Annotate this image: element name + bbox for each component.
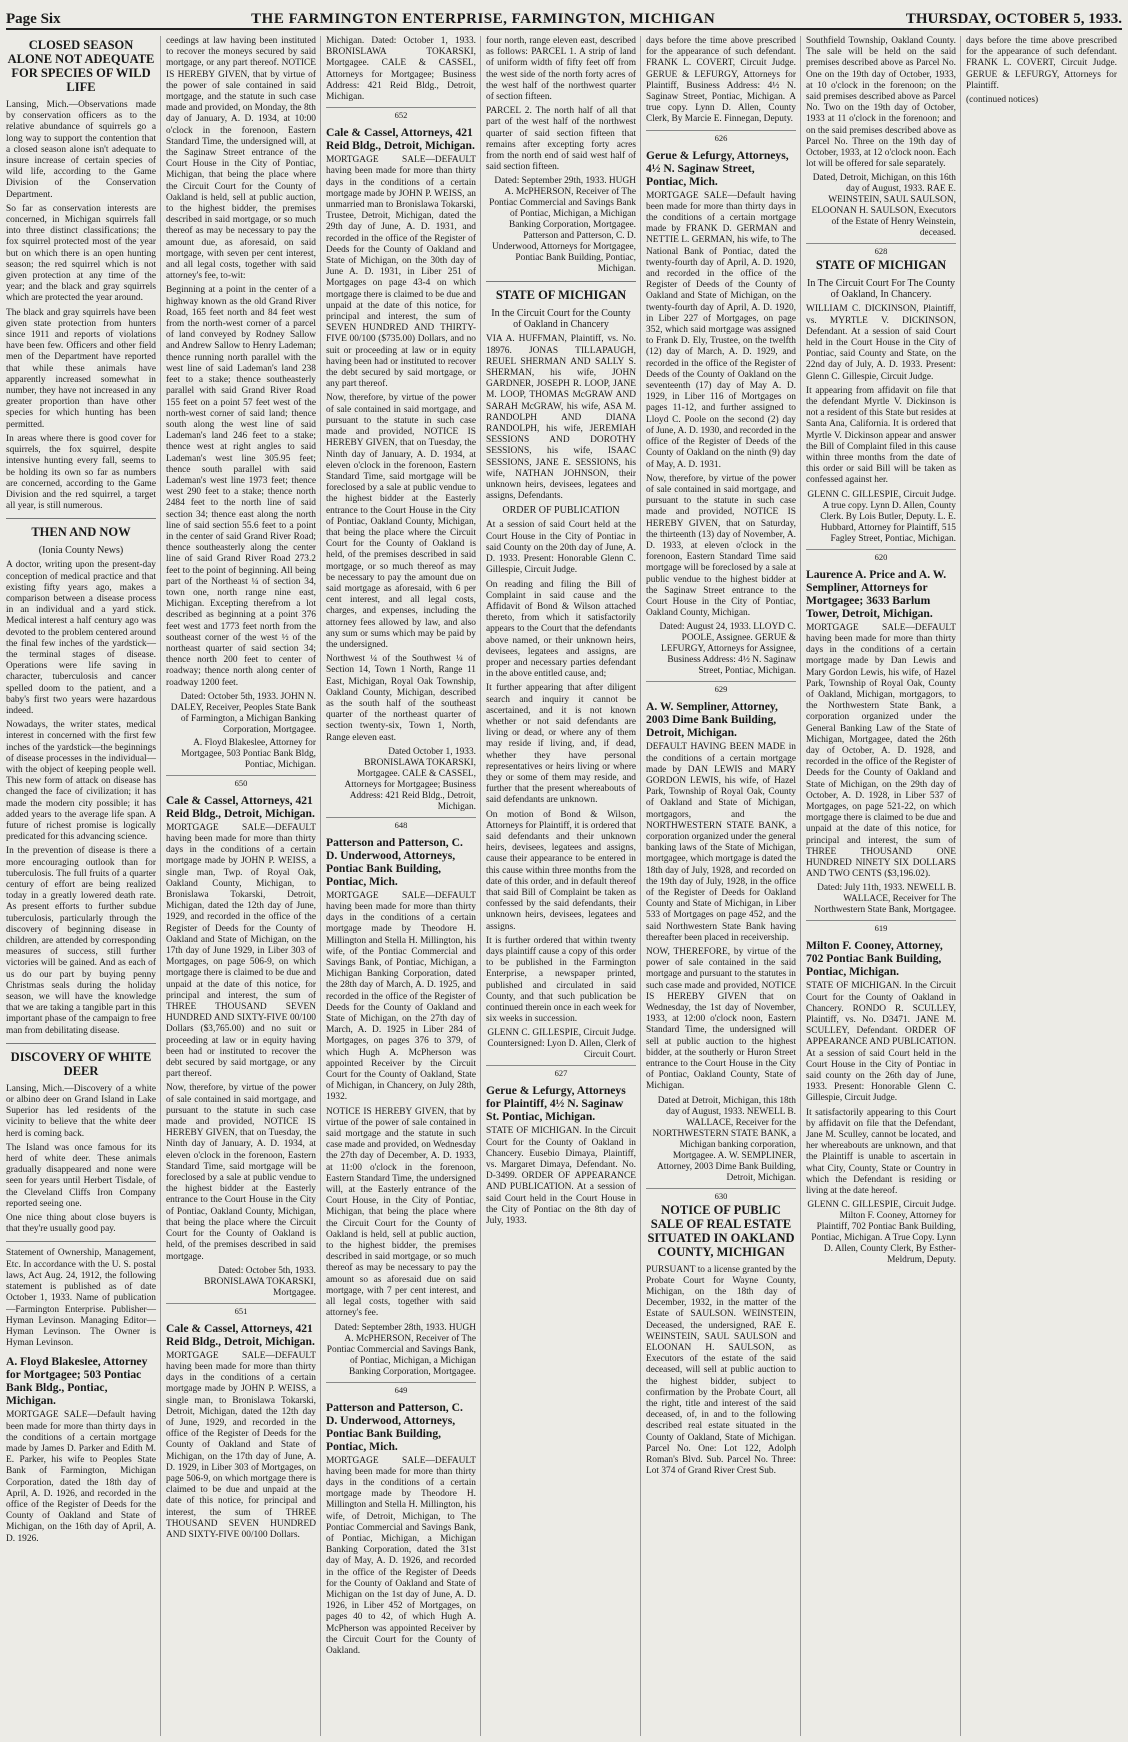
- attorney-heading: Cale & Cassel, Attorneys, 421 Reid Bldg., Detroit, Michigan.: [166, 793, 315, 820]
- legal-notice: DEFAULT HAVING BEEN MADE in the conditions of a certain mortgage made by DAN LEWIS and MARY GORDON LEWIS, his wife, of Hazel Park, Township of Royal Oak, County of Oakland and State of Michigan, mortgagors, and the NORTHWESTERN STATE BANK, a corporation organized under the general banking laws of the State of Michigan, mortgagee, which mortgage is dated the 18th day of July, 1928, and recorded on the 19th day of July, 1928, in the office of the Register of Deeds for Oakland County and State of Michigan, in Liber 533 of Mortgages on page 452, and the said Northwestern State Bank having thereafter been placed in receivership.: [646, 742, 796, 943]
- legal-notice: It satisfactorily appearing to this Court by affidavit on file that the Defendant, Jane M. Sculley, cannot be located, and her whereabouts are unknown, and that the Plaintiff is unable to ascertain in what City, County, State or Country in which the Defendant is residing or living at the date hereof.: [806, 1107, 956, 1197]
- issue-date: THURSDAY, OCTOBER 5, 1933.: [905, 11, 1122, 27]
- divider: [6, 1043, 156, 1044]
- article-paragraph: Lansing, Mich.—Observations made by conservation officers as to the relative abundance of squirrels go a long way to support the contention that a closed season alone isn't adequate to insure increase of certain species of wild life, according to the Game Division of the Conservation Department.: [6, 100, 156, 200]
- notice-signature: Dated: October 5th, 1933. JOHN N. DALEY, Receiver, Peoples State Bank of Farmington, a Michigan Banking Corporation, Mortgagee.: [170, 691, 316, 735]
- divider: [6, 518, 156, 519]
- notice-signature: GLENN C. GILLESPIE, Circuit Judge. Milton F. Cooney, Attorney for Plaintiff, 702 Pontiac Bank Building, Pontiac, Michigan. A True Copy. Lynn D. Allen, County Clerk, By Esther-Meldrum, Deputy.: [807, 1200, 956, 1266]
- legal-notice: PARCEL 2. The north half of all that part of the west half of the northwest quarter of said section fifteen that remains after excepting forty acres from the north end of said west half of said section fifteen.: [486, 106, 636, 173]
- legal-notice: MORTGAGE SALE—DEFAULT having been made for more than thirty days in the conditions of a certain mortgage made by Theodore H. Millington and Stella H. Millington, his wife, of the Pontiac Commercial and Savings Bank, of Pontiac, Michigan, a Michigan Banking Corporation, dated the 28th day of March, A. D. 1925, and recorded in the office of the Register of Deeds for the County of Oakland and State of Michigan, on the 27th day of March, A. D. 1925 in Liber 284 of Mortgages, on pages 376 to 379, of which Hugh A. McPherson was appointed Receiver by the Circuit Court for the County of Oakland, State of Michigan, in Chancery, on July 28th, 1932.: [326, 890, 476, 1103]
- attorney-heading: Cale & Cassel, Attorneys, 421 Reid Bldg., Detroit, Michigan.: [326, 126, 475, 153]
- notice-number: 626: [646, 130, 796, 143]
- notice-number: 619: [806, 920, 956, 933]
- legal-notice: On motion of Bond & Wilson, Attorneys for Plaintiff, it is ordered that said defendants and their unknown heirs, devisees, legatees and assigns, cause their appearance to be entered in this cause within three months from the date of this order, and in default thereof that said Bill of Complaint be taken as confessed by the said defendants, their unknown heirs, devisees, legatees and assigns.: [486, 809, 636, 932]
- column-1: [6, 36, 161, 1736]
- notice-signature: Dated: September 29th, 1933. HUGH A. McPHERSON, Receiver of The Pontiac Commercial and Savings Bank of Pontiac, Michigan, a Michigan Banking Corporation, Mortgagee. Patterson and Patterson, C. D. Underwood, Attorneys for Mortgagee, Pontiac Bank Building, Pontiac, Michigan.: [489, 176, 636, 275]
- legal-notice: Now, therefore, by virtue of the power of sale contained in said mortgage, and pursuant to the statute in such case made and provided, NOTICE IS HEREBY GIVEN, that on Saturday, the thirteenth (13) day of November, A. D. 1933, at eleven o'clock in the forenoon, Eastern Standard Time said mortgage will be foreclosed by a sale at public vendue to the highest bidder at the Saginaw Street entrance to the Court House in the City of Pontiac, Oakland County, Michigan.: [646, 473, 796, 619]
- notice-number: 629: [646, 681, 796, 694]
- legal-notice: MORTGAGE SALE—Default having been made for more than thirty days in the conditions of a certain mortgage made by James D. Parker and Edith M. E. Parker, his wife to Peoples State Bank of Farmington, Michigan Corporation, dated the 18th day of April, A. D. 1926, and recorded in the office of the Register of Deeds for the County of Oakland and State of Michigan, on the 16th day of April, A. D. 1926.: [6, 1410, 156, 1544]
- legal-notice: MORTGAGE SALE—Default having been made for more than thirty days in the conditions of a certain mortgage made by FRANK D. GERMAN and NETTIE L. GERMAN, his wife, to The National Bank of Pontiac, dated the twenty-fourth day of April, A. D. 1920, and recorded in the office of the Register of Deeds of the County of Oakland and State of Michigan, on the twenty-fourth day of April, A. D. 1920, in Liber 227 of Mortgages, on page 352, which said mortgage was assigned to Frank D. Ely, Trustee, on the twelfth (12) day of March, A. D. 1929, and recorded in the office of the Register of Deeds of the County of Oakland on the seventeenth (17) day of May A. D. 1929, in Liber 116 of Mortgages on pages 11-12, and further assigned to Lloyd C. Poole on the second (2) day of June, A. D. 1930, and recorded in the office of the Register of Deeds of the County of Oakland on the ninth (9) day of May, A. D. 1931.: [646, 190, 796, 470]
- article-paragraph: The Island was once famous for its herd of white deer. These animals gradually disappeared and none were seen for years until Herbert Tisdale, of the Cleveland Cliffs Iron Company reported seeing one.: [6, 1142, 156, 1209]
- attorney-heading: Gerue & Lefurgy, Attorneys, 4½ N. Saginaw Street, Pontiac, Mich.: [646, 148, 789, 188]
- article-paragraph: In the prevention of disease is there a more encouraging outlook than for tuberculosis. The full fruits of a quarter century of effort are being realized today in a greatly lowered death rate. As present efforts to further subdue tuberculosis, particularly through the discovery of beginning disease in children, are attended by corresponding measures of success, still further victories will be gained. And as each of us do our part by buying penny Christmas seals during the holiday season, we will have the knowledge that we are taking a tangible part in this important phase of the campaign to free man from debilitating disease.: [6, 846, 156, 1036]
- notice-signature: Dated at Detroit, Michigan, this 18th day of August, 1933. NEWELL B. WALLACE, Receiver for the NORTHWESTERN STATE BANK, a Michigan banking corporation, Mortgagee. A. W. SEMPLINER, Attorney, 2003 Dime Bank Building, Detroit, Michigan.: [652, 1095, 796, 1183]
- column-7: [966, 36, 1121, 1736]
- legal-notice: STATE OF MICHIGAN. In the Circuit Court for the County of Oakland in Chancery. Eusebio Dimaya, Plaintiff, vs. Margaret Dimaya, Defendant. No. D-3499. ORDER OF APPEARANCE AND PUBLICATION. At a session of said Court held in the Court House in the City of Pontiac on the 8th day of July, 1933.: [486, 1126, 636, 1227]
- article-paragraph: Nowadays, the writer states, medical interest in concerned with the first few inches of the yardstick—the beginnings of disease processes in the individual—with the object of keeping people well. This new form of attack on disease has changed the face of civilization; it has made the modern city possible; it has added years to the average life span. A future of richest promise is logically predicated for this advancing science.: [6, 720, 156, 843]
- column-4: [486, 36, 641, 1736]
- column-2: [166, 36, 321, 1736]
- column-3: [326, 36, 481, 1736]
- article-paragraph: The black and gray squirrels have been given state protection from hunters since 1911 and reports of violations have been few. Officers and other field men of the Department have reported that while these animals have apparently increased somewhat in number, they have not increased in any greater proportion than have other species for which hunting has been permitted.: [6, 307, 156, 430]
- notice-signature: Dated October 1, 1933. BRONISLAWA TOKARSKI, Mortgagee. CALE & CASSEL, Attorneys for Mortgagee; Business Address: 421 Reid Bldg., Detroit, Michigan.: [344, 746, 476, 812]
- legal-notice: days before the time above prescribed for the appearance of such defendant. FRANK L. COVERT, Circuit Judge. GERUE & LEFURGY, Attorneys for Plaintiff, Business Address: 4½ N. Saginaw Street, Pontiac, Michigan. A true copy. Lynn D. Allen, County Clerk, By Marcie E. Finnegan, Deputy.: [646, 36, 796, 125]
- headline-then-and-now: THEN AND NOW: [31, 525, 131, 540]
- legal-notice: It appearing from affidavit on file that the defendant Myrtle V. Dickinson is not a resident of this State but resides at Santa Ana, California. It is ordered that Myrtle V. Dickinson appear and answer the Bill of Complaint filed in this cause within three months from the date of this order or said Bill will be taken as confessed against her.: [806, 385, 956, 486]
- legal-notice: MORTGAGE SALE—DEFAULT having been made for more than thirty days in the conditions of a certain mortgage made by JOHN P. WEISS, a single man, to Bronislawa Tokarski, Detroit, Michigan, dated the 12th day of June, 1929, and recorded in the office of the Register of Deeds for the County of Oakland and State of Michigan, on the 17th day of June, A. D. 1929, in Liber 303 of Mortgages, on page 506-9, on which mortgage there is claimed to be due and unpaid at the date of this notice, for principal and interest, the sum of THREE THOUSAND SEVEN HUNDRED AND SIXTY-FIVE 00/100 Dollars.: [166, 1350, 316, 1540]
- legal-notice: Northwest ¼ of the Southwest ¼ of Section 14, Town 1 North, Range 11 East, Michigan, Royal Oak Township, Oakland County, Michigan, described as the south half of the southeast quarter of the northeast quarter of section twenty-six, Town 1, North, Range eleven east.: [326, 654, 476, 743]
- legal-notice: MORTGAGE SALE—DEFAULT having been made for more than thirty days in the conditions of a certain mortgage made by JOHN P. WEISS, an unmarried man to Bronislawa Tokarski, Trustee, Detroit, Michigan, dated the 29th day of June, A. D. 1931, and recorded in the office of the Register of Deeds for the County of Oakland and State of Michigan, on the 30th day of June A. D. 1931, in Liber 251 of Mortgages on page 43-4 on which mortgage there is claimed to be due and unpaid at the date of this notice, for principal and interest, the sum of SEVEN HUNDRED AND THIRTY-FIVE 00/100 ($735.00) Dollars, and no suit or proceeding at law or in equity having been had or instituted to recover the debt secured by said mortgage, or any part thereof.: [326, 155, 476, 390]
- legal-notice: On reading and filing the Bill of Complaint in said cause and the Affidavit of Bond & Wilson attached thereto, from which it satisfactorily appears to the Court that the defendants above named, or their unknown heirs, devisees, legatees and assigns, are proper and necessary parties defendant in the above entitled cause, and;: [486, 579, 636, 680]
- attorney-heading: Milton F. Cooney, Attorney, 702 Pontiac Bank Building, Pontiac, Michigan.: [806, 939, 943, 979]
- legal-notice: PURSUANT to a license granted by the Probate Court for Wayne County, Michigan, on the 18th day of December, 1932, in the matter of the Estate of SAULSON. WEINSTEIN, Deceased, the undersigned, RAE E. WEINSTEIN, SAUL SAULSON and ELOONAN H. SAULSON, as Executors of the estate of the said deceased, will sell at public auction to the highest bidder, subject to confirmation by the Probate Court, all the right, title and interest of the said deceased, of, in and to the following described real estate situated in the County of Oakland, State of Michigan. Parcel No. One: Lot 122, Adolph Roman's Blvd. Sub. Parcel No. Three: Lot 374 of Grand River Crest Sub.: [646, 1264, 796, 1477]
- attorney-heading: A. W. Sempliner, Attorney, 2003 Dime Bank Building, Detroit, Michigan.: [646, 700, 778, 740]
- legal-notice: It further appearing that after diligent search and inquiry it cannot be ascertained, and it is not known whether or not said defendants are living or dead, or where any of them may reside if living, and, if dead, whether they have personal representatives or heirs living or where they or some of them may reside, and further that the present whereabouts of said defendants are unknown.: [486, 683, 636, 806]
- attorney-heading: Laurence A. Price and A. W. Sempliner, Attorneys for Mortgagee; 3633 Barlum Tower, Detroit, Michigan.: [806, 567, 947, 620]
- attorney-heading: Patterson and Patterson, C. D. Underwood, Attorneys, Pontiac Bank Building, Pontiac, Mich.: [326, 835, 463, 888]
- notice-heading-public-sale: NOTICE OF PUBLIC SALE OF REAL ESTATE SITUATED IN OAKLAND COUNTY, MICHIGAN: [647, 1202, 795, 1259]
- attorney-heading: Patterson and Patterson, C. D. Underwood, Attorneys, Pontiac Bank Building, Pontiac, Mich.: [326, 1400, 463, 1453]
- legal-notice: (continued notices): [966, 95, 1039, 106]
- notice-number: 649: [326, 1382, 476, 1395]
- article-paragraph: In areas where there is good cover for squirrels, the fox squirrel, despite intensive hunting every fall, seems to be holding its own so far as numbers are concerned, according to the Game Division and the red squirrel, a target all year, is still numerous.: [6, 433, 156, 512]
- ownership-statement: Statement of Ownership, Management, Etc. In accordance with the U. S. postal laws, Act Aug. 24, 1912, the following statement is published as of date October 1, 1933. Name of publication—Farmington Enterprise. Publisher—Hyman Levinson. Managing Editor—Hyman Levinson. The Owner is Hyman Levinson.: [6, 1248, 156, 1349]
- attorney-heading: A. Floyd Blakeslee, Attorney for Mortgagee; 503 Pontiac Bank Bldg., Pontiac, Michigan.: [6, 1355, 148, 1408]
- legal-notice: MORTGAGE SALE—DEFAULT having been made for more than thirty days in the conditions of a certain mortgage made by Theodore H. Millington and Stella H. Millington, his wife, of Detroit, Michigan, to The Pontiac Commercial and Savings Bank, of Pontiac, Michigan, a Michigan Banking Corporation, dated the 31st day of May, A. D. 1926, and recorded in the office of the Register of Deeds for the County of Oakland and State of Michigan on the 1st day of June, A. D. 1926, in Liber 452 of Mortgages, on pages 40 to 42, of which Hugh A. McPherson was appointed Receiver by the Circuit Court for the County of Oakland.: [326, 1455, 476, 1656]
- notice-number: 627: [486, 1065, 636, 1078]
- legal-notice: VIA A. HUFFMAN, Plaintiff, vs. No. 18976. JONAS TILLAPAUGH, REUEL SHERMAN AND SALLY S. SHERMAN, his wife, JOHN GARDNER, JOSEPH R. LOOP, JANE M. LOOP, THOMAS McGRAW AND SARAH McGRAW, his wife, ASA M. RANDOLPH AND DIANA RANDOLPH, his wife, JEREMIAH SESSIONS AND DOROTHY SESSIONS, his wife, ISAAC SESSIONS, JANE E. SESSIONS, his wife, NATHAN JOHNSON, their unknown heirs, devisees, legatees and assigns, Defendants.: [486, 334, 636, 502]
- notice-signature: Dated: September 28th, 1933. HUGH A. McPHERSON, Receiver of The Pontiac Commercial and Savings Bank, of Pontiac, Michigan, a Michigan Banking Corporation, Mortgagee.: [326, 1322, 476, 1377]
- court-heading: STATE OF MICHIGAN: [815, 258, 947, 273]
- notice-number: 648: [326, 817, 476, 830]
- court-heading: STATE OF MICHIGAN: [495, 288, 627, 303]
- order-heading: ORDER OF PUBLICATION: [502, 505, 620, 517]
- legal-notice: days before the time above prescribed for the appearance of such defendant. FRANK L. COVERT, Circuit Judge. GERUE & LEFURGY, Attorneys for Plaintiff.: [966, 36, 1117, 91]
- legal-notice: At a session of said Court held at the Court House in the City of Pontiac in said County on the 20th day of June, A. D. 1933. Present: Honorable Glenn C. Gillespie, Circuit Judge.: [486, 520, 636, 576]
- divider: [486, 281, 636, 282]
- notice-signature: Dated: July 11th, 1933. NEWELL B. WALLACE, Receiver for The Northwestern State Bank, Mortgagee.: [814, 883, 956, 916]
- legal-notice: Beginning at a point in the center of a highway known as the old Grand River Road, 165 feet north and 84 feet west from the north-west corner of a parcel of land conveyed by Rodney Sallow and Andrew Sallow to Henry Lademan; thence running north parallel with the west line of said Lademan's land 238 feet to a stake; thence southeasterly parallel with said Grand River Road 155 feet on a point 57 feet west of the north-west corner of said land; thence south along the west line of said Lademan's land 246 feet to a stake; thence west at right angles to said Lademan's west line 305.95 feet; thence south parallel with said Lademan's west line 1973 feet; thence west 290 feet to a stake; thence north 2484 feet to the north line of said section 34; thence east along the north line of said section 55.6 feet to a point in the center of said Grand River Road; thence southeasterly along the center line of said Grand River Road 273.2 feet to the point of beginning. All being part of the Northeast ¼ of section 34, town one, north range nine east, Michigan. Excepting therefrom a lot described as beginning at a point 376 feet west and 1773 feet north from the southeast corner of the west ½ of the northeast quarter of said section 34; thence north 200 feet to center of roadway; thence north along center of roadway 1200 feet.: [166, 285, 316, 688]
- legal-notice: WILLIAM C. DICKINSON, Plaintiff, vs. MYRTLE V. DICKINSON, Defendant. At a session of said Court held in the Court House in the City of Pontiac, said County and State, on the 22nd day of July, A. D. 1933. Present: Glenn C. Gillespie, Circuit Judge.: [806, 304, 956, 382]
- headline-white-deer: DISCOVERY OF WHITE DEER: [10, 1049, 152, 1078]
- columns: [6, 36, 1122, 1736]
- notice-number: 652: [326, 107, 476, 120]
- divider: [6, 1241, 156, 1242]
- legal-notice: It is further ordered that within twenty days plaintiff cause a copy of this order to be published in the Farmington Enterprise, a newspaper printed, published and circulated in said County, and that such publication be continued therein once in each week for six weeks in succession.: [486, 935, 636, 1025]
- notice-signature: GLENN C. GILLESPIE, Circuit Judge. Countersigned: Lyon D. Allen, Clerk of Circuit Court.: [487, 1028, 636, 1061]
- court-subheading: In The Circuit Court For The County of Oakland, In Chancery.: [807, 278, 955, 301]
- subhead-source: (Ionia County News): [38, 545, 124, 557]
- legal-notice: MORTGAGE SALE—DEFAULT having been made for more than thirty days in the conditions of a certain mortgage made by JOHN P. WEISS, a single man, Twp. of Royal Oak, Oakland County, Michigan, to Bronislawa Tokarski, Detroit, Michigan, dated the 12th day of June, 1929, and recorded in the office of the Register of Deeds for the County of Oakland and State of Michigan, on the 17th day of June 1929, in Liber 303 of Mortgages, on page 506-9, on which mortgage there is claimed to be due and unpaid at the date of this notice, for principal and interest, the sum of THREE THOUSAND SEVEN HUNDRED AND SIXTY-FIVE 00/100 Dollars ($3,765.00) and no suit or proceeding at law or in equity having been had or instituted to recover the debt secured by said mortgage, or any part thereof.: [166, 822, 316, 1080]
- headline-squirrels: CLOSED SEASON ALONE NOT ADEQUATE FOR SPECIES OF WILD LIFE: [7, 38, 155, 94]
- column-5: [646, 36, 801, 1736]
- notice-signature: Dated: October 5th, 1933. BRONISLAWA TOKARSKI, Mortgagee.: [204, 1265, 316, 1298]
- notice-number: 650: [166, 775, 316, 788]
- legal-notice: NOW, THEREFORE, by virtue of the power of sale contained in the said mortgage and pursuant to the statutes in such case made and provided, NOTICE IS HEREBY GIVEN that on Wednesday, the 1st day of November, 1933, at 12:00 o'clock noon, Eastern Standard Time, the undersigned will sell at public auction to the highest bidder, at the southerly or Huron Street entrance to the Court House in the City of Pontiac, Oakland County, State of Michigan.: [646, 947, 796, 1092]
- legal-notice: Southfield Township, Oakland County. The sale will be held on the said premises described above as Parcel No. One on the 19th day of October, 1933, at 10 o'clock in the forenoon; on the said premises described above as Parcel No. Two on the 19th day of October, 1933 at 11 o'clock in the forenoon; and on the said premises described above as Parcel No. Three on the 19th day of October, 1933, at 12 o'clock noon. Each lot will be offered for sale separately.: [806, 36, 956, 170]
- notice-signature: Dated, Detroit, Michigan, on this 16th day of August, 1933. RAE E. WEINSTEIN, SAUL SAULSON, ELOONAN H. SAULSON, Executors of the Estate of Henry Weinstein, deceased.: [811, 173, 956, 239]
- newspaper-title: THE FARMINGTON ENTERPRISE, FARMINGTON, MICHIGAN: [251, 11, 716, 27]
- legal-notice: STATE OF MICHIGAN. In the Circuit Court for the County of Oakland in Chancery. RONDO R. SCULLEY, Plaintiff, vs. No. D3471. JANE M. SCULLEY, Defendant. ORDER OF APPEARANCE AND PUBLICATION. At a session of said Court held in the Court House in the City of Pontiac in said county on the 26th day of June, 1933. Present: Honorable Glenn C. Gillespie, Circuit Judge.: [806, 981, 956, 1104]
- notice-signature: A. Floyd Blakeslee, Attorney for Mortgagee, 503 Pontiac Bank Bldg, Pontiac, Michigan.: [181, 737, 316, 770]
- notice-signature: Dated: August 24, 1933. LLOYD C. POOLE, Assignee. GERUE & LEFURGY, Attorneys for Assignee, Business Address: 4½ N. Saginaw Street, Pontiac, Michigan.: [659, 622, 796, 677]
- article-paragraph: Lansing, Mich.—Discovery of a white or albino deer on Grand Island in Lake Superior has led residents of the vicinity to believe that the white deer herd is coming back.: [6, 1083, 156, 1139]
- court-subheading: In the Circuit Court for the County of Oakland in Chancery: [491, 308, 631, 331]
- notice-number: 630: [646, 1188, 796, 1201]
- attorney-heading: Cale & Cassel, Attorneys, 421 Reid Bldg., Detroit, Michigan.: [166, 1321, 315, 1348]
- legal-notice: MORTGAGE SALE—DEFAULT having been made for more than thirty days in the conditions of a certain mortgage made by Dan Lewis and Mary Gordon Lewis, his wife, of Hazel Park, Township of Royal Oak, County of Oakland, Michigan, mortgagors, to the Northwestern State Bank, a corporation organized under the General Banking Law of the State of Michigan, Mortgagee, dated the 26th day of October, A. D. 1928, and recorded in the office of the Register of Deeds for the County of Oakland and State of Michigan, on the 29th day of October, A. D. 1928, in Liber 537 of Mortgages, on page 521-22, on which mortgage there is claimed to be due and unpaid at the date of this notice, for principal and interest, the sum of THREE THOUSAND ONE HUNDRED NINETY SIX DOLLARS AND TWO CENTS ($3,196.02).: [806, 622, 956, 880]
- legal-notice: Now, therefore, by virtue of the power of sale contained in said mortgage, and pursuant to the statute in such case made and provided, NOTICE IS HEREBY GIVEN, that on Tuesday, the Ninth day of January, A. D. 1934, at eleven o'clock in the forenoon, Eastern Standard Time, said mortgage will be foreclosed by a sale at public vendue to the highest bidder at the Easterly entrance to the Court House in the City of Pontiac, Oakland County, Michigan, that being the place where the Circuit Court for the County of Oakland is held, of the premises described in said mortgage, or so much thereof as may be necessary to pay the amount due on said mortgage as aforesaid, with 6 per cent interest, and all legal costs, charges, and expenses, including the attorney fees allowed by law, and also any sum or sums which may be paid by the undersigned.: [326, 393, 476, 650]
- legal-notice: four north, range eleven east, described as follows: PARCEL 1. A strip of land of uniform width of fifty feet off from the west side of the north forty acres of the west half of the northwest quarter of section fifteen.: [486, 36, 636, 103]
- article-paragraph: One nice thing about close buyers is that they're usually good pay.: [6, 1213, 156, 1235]
- legal-notice: Now, therefore, by virtue of the power of sale contained in said mortgage, and pursuant to the statute in such case made and provided, NOTICE IS HEREBY GIVEN, that on Tuesday, the Ninth day of January, A. D. 1934, at eleven o'clock in the forenoon, Eastern Standard Time, said mortgage will be foreclosed by a sale at public vendue to the highest bidder at the Easterly entrance to the Court House in the City of Pontiac, Oakland County, Michigan, that being the place where the Circuit Court for the County of Oakland is held, of the premises described in said mortgage.: [166, 1083, 316, 1262]
- notice-number: 628: [806, 243, 956, 256]
- attorney-heading: Gerue & Lefurgy, Attorneys for Plaintiff, 4½ N. Saginaw St. Pontiac, Michigan.: [486, 1084, 626, 1124]
- masthead: [6, 2, 1122, 30]
- notice-signature: GLENN C. GILLESPIE, Circuit Judge. A true copy. Lynn D. Allen, County Clerk. By Lois Butler, Deputy. L. E. Hubbard, Attorney for Plaintiff, 515 Fagley Street, Pontiac, Michigan.: [807, 489, 956, 544]
- legal-notice: NOTICE IS HEREBY GIVEN, that by virtue of the power of sale contained in said mortgage and the statute in such case made and provided, on Wednesday the 27th day of December, A. D. 1933, at 11:00 o'clock in the forenoon, Eastern Standard Time, the undersigned will, at the Easterly entrance of the Court House, in the City of Pontiac, Michigan, that being the place where the Circuit Court for the County of Oakland is held, sell at public auction, to the highest bidder, the premises described in said mortgage, or so much thereof as may be necessary to pay the amount so as aforesaid due on said mortgage, with 7 per cent interest, and all legal costs, together with said attorney's fee.: [326, 1106, 476, 1319]
- notice-number: 651: [166, 1303, 316, 1316]
- article-paragraph: So far as conservation interests are concerned, in Michigan squirrels fall into three distinct classifications; the fox squirrel protected most of the year but on which there is an open hunting season; the red squirrel which is not given protection at any time of the year; and the black and gray squirrels which are protected the year around.: [6, 203, 156, 304]
- legal-notice: Michigan. Dated: October 1, 1933. BRONISLAWA TOKARSKI, Mortgagee. CALE & CASSEL, Attorneys for Mortgagee; Business Address: 421 Reid Bldg., Detroit, Michigan.: [326, 36, 476, 103]
- article-paragraph: A doctor, writing upon the present-day conception of medical practice and that existing fifty years ago, makes a comparison between a disease process in an individual and a yard stick. Medical interest a half century ago was devoted to the problem centered around the final few inches of the yardstick—the terminal stages of disease. Operations were life saving in character, tuberculosis and cancer spelled doom to the patient, and a baby's first two years were hazardous indeed.: [6, 560, 156, 716]
- notice-number: 620: [806, 549, 956, 562]
- legal-notice: ceedings at law having been instituted to recover the moneys secured by said mortgage, or any part thereof. NOTICE IS HEREBY GIVEN, that by virtue of the power of sale contained in said mortgage, and the statute in such case made and provided, on Monday, the 8th day of January, A. D. 1934, at 10:00 o'clock in the forenoon, Eastern Standard Time, the undersigned will, at the Saginaw Street entrance of the Court House in the City of Pontiac, Michigan, that being the place where the Circuit Court for the County of Oakland is held, sell at public auction, to the highest bidder, the premises described in said mortgage, or so much thereof as may be necessary to pay the amount due, as aforesaid, on said mortgage, with seven per cent interest, and all legal costs, together with said attorney's fee, to-wit:: [166, 36, 316, 282]
- column-6: [806, 36, 961, 1736]
- page-number: Page Six: [6, 11, 61, 27]
